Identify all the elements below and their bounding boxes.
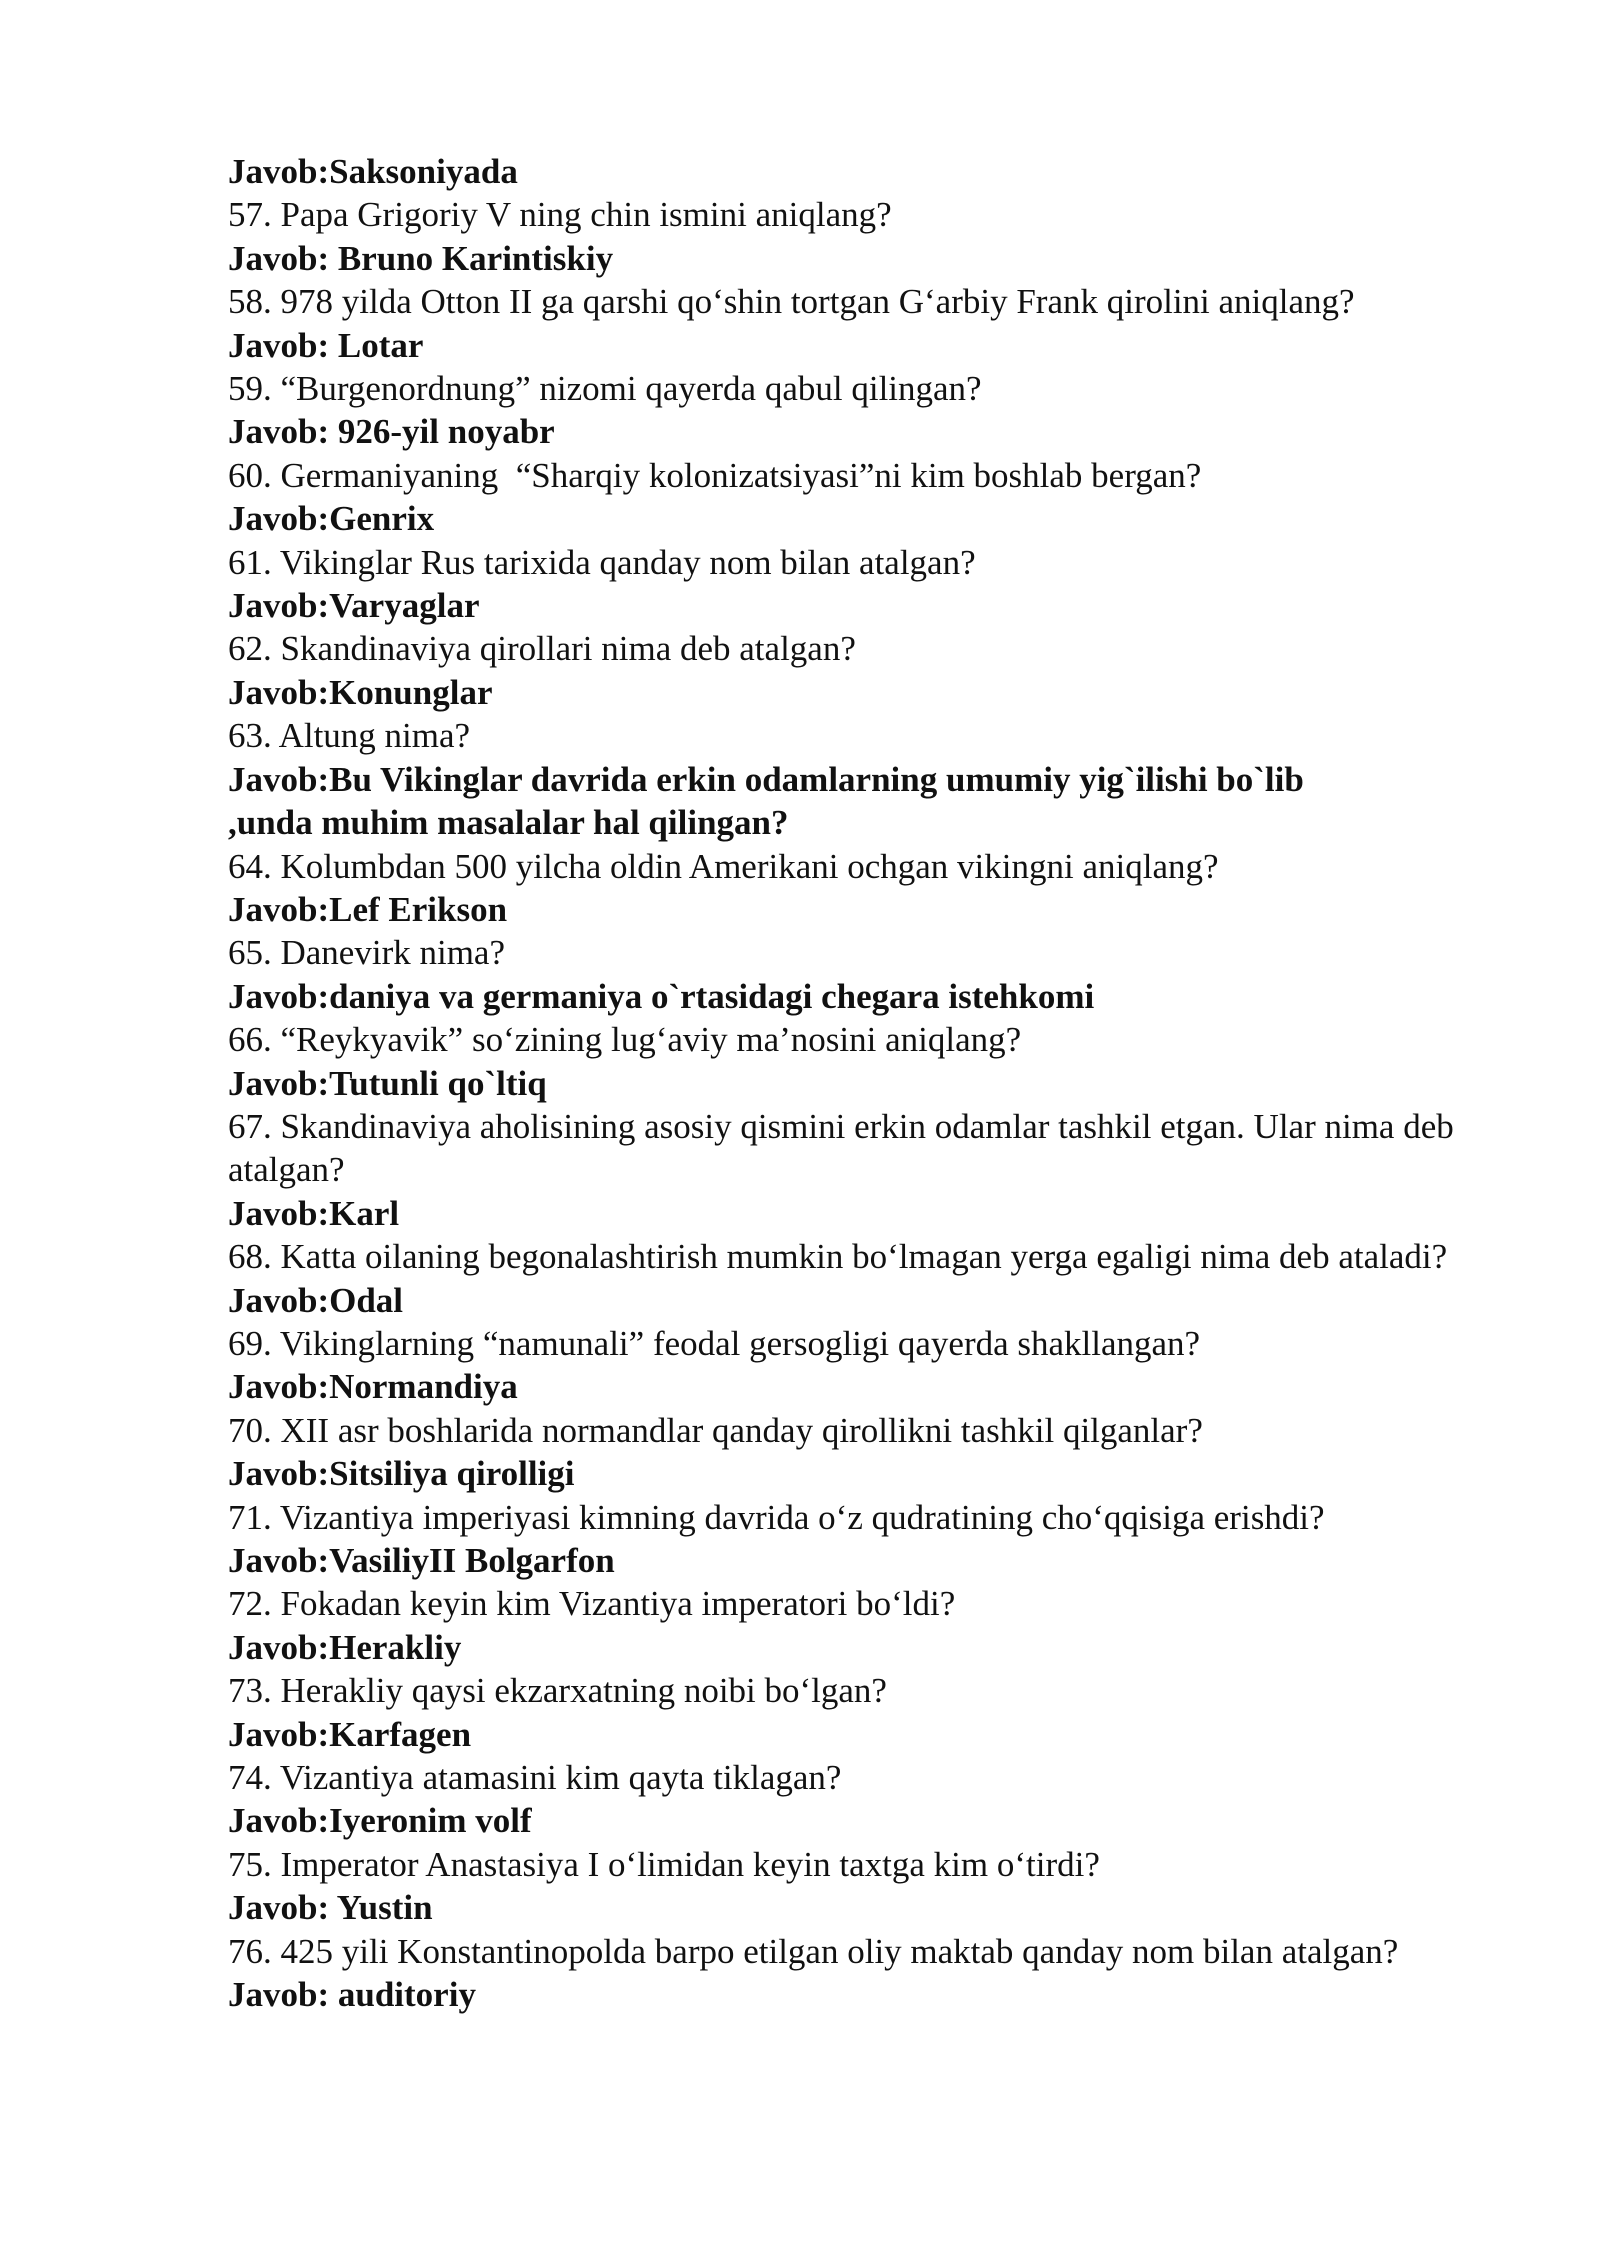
document-page — [228, 150, 1528, 2016]
question-line: 58. 978 yilda Otton II ga qarshi qo‘shin tortgan G‘arbiy Frank qirolini aniqlang? — [228, 282, 1355, 322]
answer-line: Javob:Odal — [228, 1280, 404, 1320]
question-line: 72. Fokadan keyin kim Vizantiya imperatori bo‘ldi? — [228, 1584, 956, 1624]
answer-line: Javob: auditoriy — [228, 1975, 476, 2015]
answer-line: Javob:Genrix — [228, 499, 435, 539]
answer-line: Javob:Lef Erikson — [228, 889, 508, 929]
answer-line: Javob:Iyeronim volf — [228, 1801, 532, 1841]
question-line: 70. XII asr boshlarida normandlar qanday qirollikni tashkil qilganlar? — [228, 1410, 1203, 1450]
question-line: 76. 425 yili Konstantinopolda barpo etilgan oliy maktab qanday nom bilan atalgan? — [228, 1931, 1399, 1971]
question-line: 67. Skandinaviya aholisining asosiy qismini erkin odamlar tashkil etgan. Ular nima deb atalgan? — [228, 1106, 1463, 1190]
question-line: 69. Vikinglarning “namunali” feodal gersogligi qayerda shakllangan? — [228, 1323, 1201, 1363]
answer-line: Javob:VasiliyII Bolgarfon — [228, 1541, 615, 1580]
question-line: 63. Altung nima? — [228, 716, 471, 756]
answer-line: Javob: Bruno Karintiskiy — [228, 238, 614, 278]
question-line: 68. Katta oilaning begonalashtirish mumkin bo‘lmagan yerga egaligi nima deb ataladi? — [228, 1237, 1448, 1277]
answer-line: Javob: Lotar — [228, 325, 424, 365]
question-line: 73. Herakliy qaysi ekzarxatning noibi bo‘lgan? — [228, 1671, 887, 1711]
question-line: 71. Vizantiya imperiyasi kimning davrida o‘z qudratining cho‘qqisiga erishdi? — [228, 1497, 1325, 1537]
question-line: 59. “Burgenordnung” nizomi qayerda qabul qilingan? — [228, 369, 982, 409]
answer-line: Javob:daniya va germaniya o`rtasidagi chegara istehkomi — [228, 976, 1095, 1016]
answer-line: Javob:Normandiya — [228, 1367, 518, 1407]
answer-line: Javob:Karl — [228, 1193, 400, 1233]
answer-line: Javob: 926-yil noyabr — [228, 412, 555, 452]
question-line: 60. Germaniyaning “Sharqiy kolonizatsiyasi”ni kim boshlab bergan? — [228, 455, 1202, 495]
question-line: 57. Papa Grigoriy V ning chin ismini aniqlang? — [228, 195, 892, 235]
question-line: 75. Imperator Anastasiya I o‘limidan keyin taxtga kim o‘tirdi? — [228, 1844, 1100, 1884]
answer-line: Javob:Sitsiliya qirolligi — [228, 1454, 575, 1494]
answer-line: Javob:Karfagen — [228, 1714, 472, 1754]
answer-line: Javob:Tutunli qo`ltiq — [228, 1063, 547, 1103]
answer-line: Javob:Bu Vikinglar davrida erkin odamlarning umumiy yig`ilishi bo`lib ,unda muhim masalalar hal qilingan? — [228, 759, 1313, 843]
question-line: 74. Vizantiya atamasini kim qayta tiklagan? — [228, 1758, 842, 1798]
question-line: 66. “Reykyavik” so‘zining lug‘aviy ma’nosini aniqlang? — [228, 1020, 1022, 1060]
question-line: 65. Danevirk nima? — [228, 933, 505, 973]
answer-line: Javob:Herakliy — [228, 1627, 462, 1667]
answer-line: Javob:Saksoniyada — [228, 152, 518, 191]
question-line: 62. Skandinaviya qirollari nima deb atalgan? — [228, 629, 856, 669]
answer-line: Javob:Varyaglar — [228, 586, 480, 626]
answer-line: Javob:Konunglar — [228, 672, 493, 712]
answer-line: Javob: Yustin — [228, 1888, 433, 1928]
question-line: 61. Vikinglar Rus tarixida qanday nom bilan atalgan? — [228, 542, 976, 582]
question-line: 64. Kolumbdan 500 yilcha oldin Amerikani ochgan vikingni aniqlang? — [228, 846, 1219, 886]
